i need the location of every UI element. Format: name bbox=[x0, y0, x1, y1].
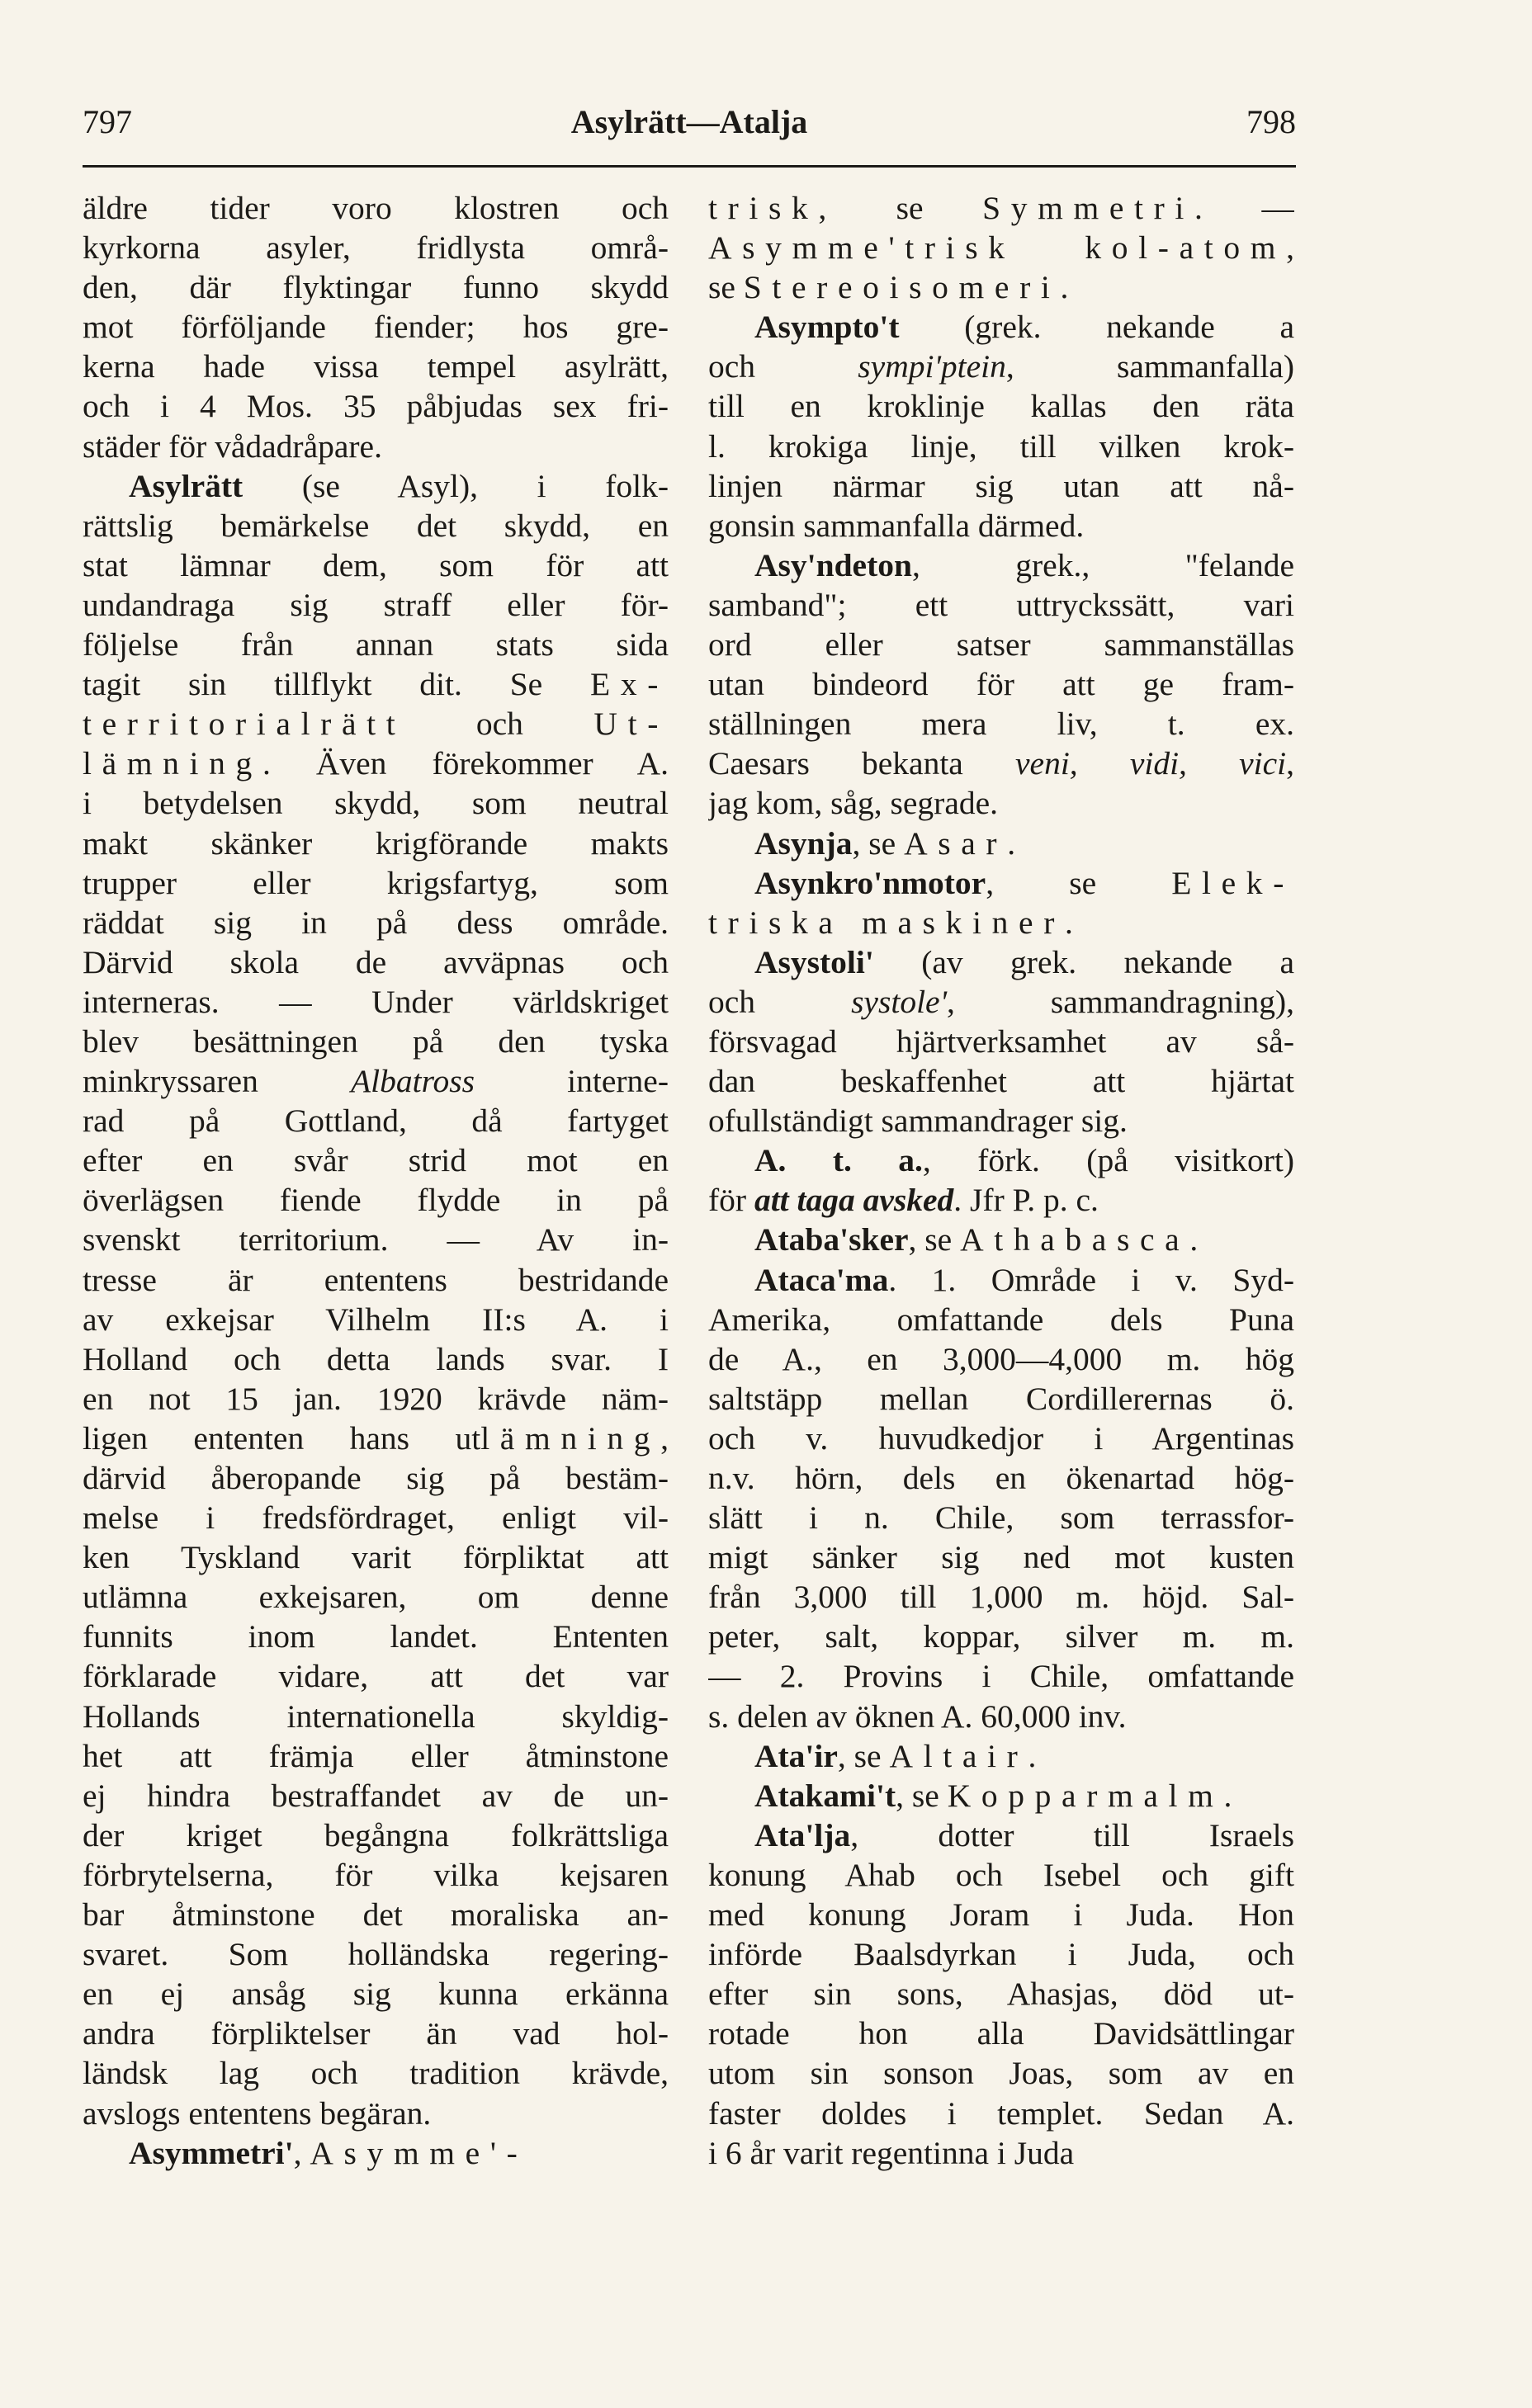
text-line: Ataca'ma. 1. Område i v. Syd- bbox=[754, 1261, 1294, 1298]
text-line: samband"; ett uttryckssätt, vari bbox=[708, 586, 1294, 623]
text-line: och v. huvudkedjor i Argentinas bbox=[708, 1419, 1294, 1457]
text-line: makt skänker krigförande makts bbox=[83, 824, 669, 862]
text-line: melse i fredsfördraget, enligt vil- bbox=[83, 1499, 669, 1537]
text-line: Asy'ndeton, grek., "felande bbox=[754, 546, 1294, 583]
text-line: interneras. — Under världskriget bbox=[83, 983, 669, 1020]
text-line: Hollands internationella skyldig- bbox=[83, 1697, 669, 1735]
text-line: A. t. a., förk. (på visitkort) bbox=[754, 1142, 1294, 1179]
text-line: kyrkorna asyler, fridlysta områ- bbox=[83, 229, 669, 267]
text-line: svaret. Som holländska regering- bbox=[83, 1936, 669, 1973]
text-line: Asynja, se Asar. bbox=[754, 824, 1016, 862]
text-line: ej hindra bestraffandet av de un- bbox=[83, 1777, 669, 1814]
text-line: utan bindeord för att ge fram- bbox=[708, 666, 1294, 703]
text-line: Asylrätt (se Asyl), i folk- bbox=[129, 467, 669, 504]
text-line: linjen närmar sig utan att nå- bbox=[708, 467, 1294, 504]
text-line: rättslig bemärkelse det skydd, en bbox=[83, 507, 669, 544]
text-line: i betydelsen skydd, som neutral bbox=[83, 785, 669, 822]
text-line: till en kroklinje kallas den räta bbox=[708, 388, 1294, 425]
text-line: funnits inom landet. Ententen bbox=[83, 1618, 669, 1655]
text-line: ländsk lag och tradition krävde, bbox=[83, 2055, 669, 2092]
text-line: migt sänker sig ned mot kusten bbox=[708, 1539, 1294, 1576]
text-line: Atakami't, se Kopparmalm. bbox=[754, 1777, 1232, 1814]
text-line: Asynkro'nmotor, se Elek- bbox=[754, 864, 1294, 901]
text-line: med konung Joram i Juda. Hon bbox=[708, 1896, 1294, 1933]
text-line: — 2. Provins i Chile, omfattande bbox=[708, 1658, 1294, 1695]
text-line: konung Ahab och Isebel och gift bbox=[708, 1856, 1294, 1893]
text-line: jag kom, såg, segrade. bbox=[708, 785, 999, 822]
text-line: andra förpliktelser än vad hol- bbox=[83, 2015, 669, 2052]
text-line: lämning. Även förekommer A. bbox=[83, 745, 669, 782]
text-line: n.v. hörn, dels en ökenartad hög- bbox=[708, 1460, 1294, 1496]
page-number-left: 797 bbox=[83, 103, 132, 140]
text-line: Ataba'sker, se Athabasca. bbox=[754, 1221, 1199, 1258]
text-line: rotade hon alla Davidsättlingar bbox=[708, 2015, 1294, 2052]
text-line: införde Baalsdyrkan i Juda, och bbox=[708, 1936, 1294, 1973]
text-line: saltstäpp mellan Cordillerernas ö. bbox=[708, 1380, 1294, 1417]
text-line: se Stereoisomeri. bbox=[708, 269, 1069, 306]
text-line: dan beskaffenhet att hjärtat bbox=[708, 1063, 1294, 1100]
text-line: l. krokiga linje, till vilken krok- bbox=[708, 427, 1294, 465]
text-line: faster doldes i templet. Sedan A. bbox=[708, 2094, 1294, 2132]
text-line: förbrytelserna, för vilka kejsaren bbox=[83, 1856, 669, 1893]
text-line: gonsin sammanfalla därmed. bbox=[708, 507, 1085, 544]
right-column bbox=[708, 188, 1294, 2173]
text-line: het att främja eller åtminstone bbox=[83, 1737, 669, 1774]
text-line: utlämna exkejsaren, om denne bbox=[83, 1579, 669, 1616]
text-line: peter, salt, koppar, silver m. m. bbox=[708, 1618, 1294, 1655]
text-line: s. delen av öknen A. 60,000 inv. bbox=[708, 1697, 1127, 1735]
text-line: Ata'lja, dotter till Israels bbox=[754, 1816, 1294, 1853]
text-line: mot förföljande fiender; hos gre- bbox=[83, 309, 669, 346]
text-line: de A., en 3,000—4,000 m. hög bbox=[708, 1340, 1294, 1377]
header-rule bbox=[83, 165, 1296, 168]
text-line: slätt i n. Chile, som terrassfor- bbox=[708, 1499, 1294, 1537]
text-line: överlägsen fiende flydde in på bbox=[83, 1182, 669, 1219]
text-line: triska maskiner. bbox=[708, 904, 1073, 941]
text-line: Amerika, omfattande dels Puna bbox=[708, 1301, 1294, 1338]
text-line: Därvid skola de avväpnas och bbox=[83, 943, 669, 980]
text-line: bar åtminstone det moraliska an- bbox=[83, 1896, 669, 1933]
text-line: för att taga avsked. Jfr P. p. c. bbox=[708, 1182, 1099, 1219]
running-header bbox=[83, 97, 1296, 147]
running-title: Asylrätt—Atalja bbox=[570, 103, 808, 140]
text-line: kerna hade vissa tempel asylrätt, bbox=[83, 348, 669, 385]
text-line: ken Tyskland varit förpliktat att bbox=[83, 1539, 669, 1576]
text-line: der kriget begångna folkrättsliga bbox=[83, 1816, 669, 1853]
text-line: minkryssaren Albatross interne- bbox=[83, 1063, 669, 1100]
text-line: ställningen mera liv, t. ex. bbox=[708, 706, 1294, 743]
text-line: blev besättningen på den tyska bbox=[83, 1022, 669, 1060]
text-line: efter sin sons, Ahasjas, död ut- bbox=[708, 1976, 1294, 2013]
text-line: räddat sig in på dess område. bbox=[83, 904, 669, 941]
text-line: i 6 år varit regentinna i Juda bbox=[708, 2134, 1075, 2171]
text-line: äldre tider voro klostren och bbox=[83, 190, 669, 226]
text-line: territorialrätt och Ut- bbox=[83, 706, 669, 743]
text-line: därvid åberopande sig på bestäm- bbox=[83, 1460, 669, 1496]
page-number-right: 798 bbox=[1246, 103, 1296, 140]
text-line: och i 4 Mos. 35 påbjudas sex fri- bbox=[83, 388, 669, 425]
text-line: Asympto't (grek. nekande a bbox=[754, 309, 1294, 346]
text-line: följelse från annan stats sida bbox=[83, 626, 669, 663]
text-line: tresse är ententens bestridande bbox=[83, 1261, 669, 1298]
text-line: Asymme'trisk kol-atom, bbox=[708, 229, 1294, 267]
text-line: utom sin sonson Joas, som av en bbox=[708, 2055, 1294, 2092]
text-line: Holland och detta lands svar. I bbox=[83, 1340, 669, 1377]
text-line: en ej ansåg sig kunna erkänna bbox=[83, 1976, 669, 2013]
text-line: från 3,000 till 1,000 m. höjd. Sal- bbox=[708, 1579, 1294, 1616]
text-line: trupper eller krigsfartyg, som bbox=[83, 864, 669, 901]
text-line: Asystoli' (av grek. nekande a bbox=[754, 943, 1294, 980]
text-line: Ata'ir, se Altair. bbox=[754, 1737, 1037, 1774]
text-line: förklarade vidare, att det var bbox=[83, 1658, 669, 1695]
text-line: avslogs ententens begäran. bbox=[83, 2094, 432, 2132]
text-line: ofullständigt sammandrager sig. bbox=[708, 1102, 1128, 1140]
text-line: ord eller satser sammanställas bbox=[708, 626, 1294, 663]
text-line: den, där flyktingar funno skydd bbox=[83, 269, 669, 306]
text-line: svenskt territorium. — Av in- bbox=[83, 1221, 669, 1258]
text-line: trisk, se Symmetri. — bbox=[708, 190, 1294, 226]
text-line: av exkejsar Vilhelm II:s A. i bbox=[83, 1301, 669, 1338]
text-line: ligen ententen hans utlämning, bbox=[83, 1419, 669, 1457]
text-line: undandraga sig straff eller för- bbox=[83, 586, 669, 623]
text-line: stat lämnar dem, som för att bbox=[83, 546, 669, 583]
text-line: och systole', sammandragning), bbox=[708, 983, 1294, 1020]
left-column bbox=[83, 188, 669, 2173]
text-line: efter en svår strid mot en bbox=[83, 1142, 669, 1179]
text-line: och sympi'ptein, sammanfalla) bbox=[708, 348, 1294, 385]
text-line: Caesars bekanta veni, vidi, vici, bbox=[708, 745, 1294, 782]
text-line: städer för vådadråpare. bbox=[83, 427, 382, 465]
text-line: försvagad hjärtverksamhet av så- bbox=[708, 1022, 1294, 1060]
text-line: Asymmetri', Asymme'- bbox=[129, 2134, 528, 2171]
text-line: rad på Gottland, då fartyget bbox=[83, 1102, 669, 1140]
text-line: tagit sin tillflykt dit. Se Ex- bbox=[83, 666, 669, 703]
text-line: en not 15 jan. 1920 krävde näm- bbox=[83, 1380, 669, 1417]
